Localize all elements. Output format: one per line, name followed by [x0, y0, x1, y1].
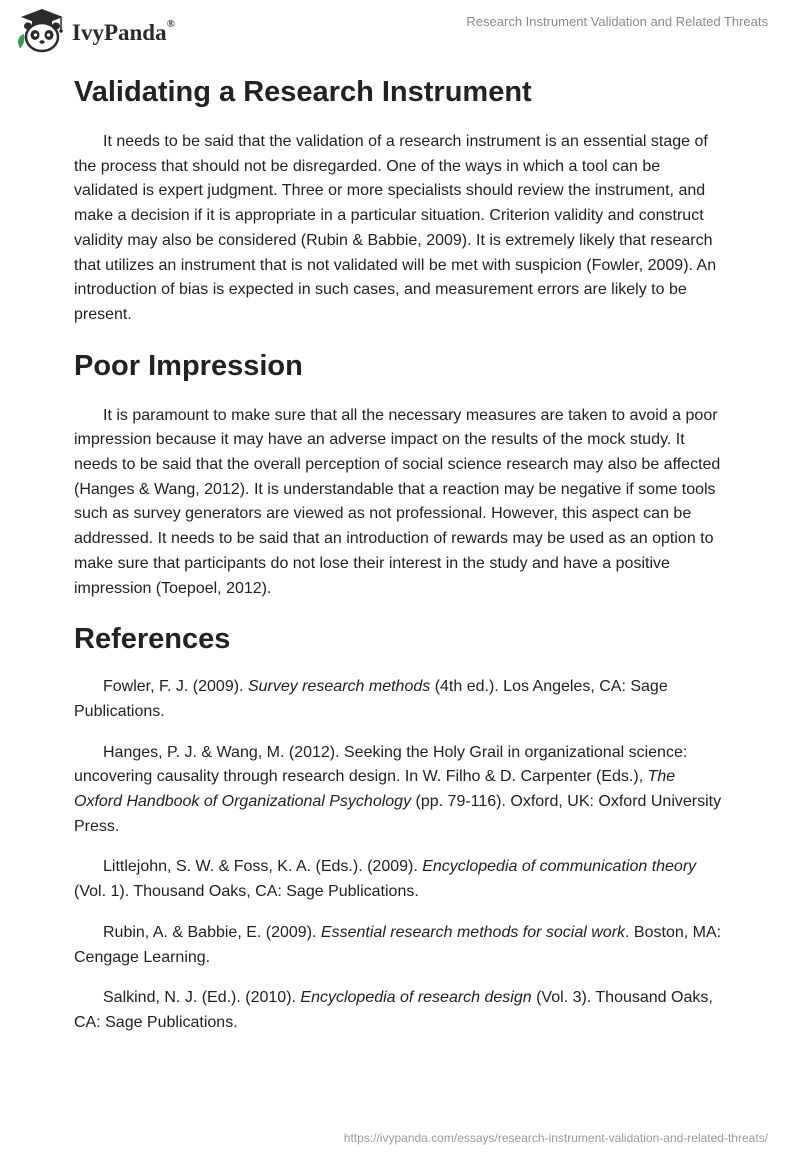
references-list — [74, 675, 726, 1035]
source-url[interactable]: https://ivypanda.com/essays/research-instrument-validation-and-related-threats/ — [343, 1131, 768, 1145]
essay-content — [74, 70, 726, 1036]
references-heading: References — [74, 623, 231, 656]
section-heading-validating: Validating a Research Instrument — [74, 76, 532, 108]
panda-graduate-icon — [14, 8, 70, 54]
reference-item: Rubin, A. & Babbie, E. (2009). Essential research methods for social work. Boston, MA: Cengage Learning. — [74, 923, 722, 966]
reference-item: Salkind, N. J. (Ed.). (2010). Encyclopedia of research design (Vol. 3). Thousand Oaks, CA: Sage Publications. — [74, 989, 713, 1031]
reference-item: Hanges, P. J. & Wang, M. (2012). Seeking the Holy Grail in organizational science: uncovering causality through research design. In W. Filho & D. Carpenter (Eds.), The Oxford Handbook of Organizational Psychology (pp. 79-116). Oxford, UK: Oxford University Press. — [74, 743, 722, 835]
page-header — [0, 0, 800, 60]
ivypanda-logo[interactable] — [14, 8, 175, 54]
reference-item: Littlejohn, S. W. & Foss, K. A. (Eds.). (2009). Encyclopedia of communication theory (Vol. 1). Thousand Oaks, CA: Sage Publications. — [74, 858, 697, 901]
logo-wordmark: IvyPanda® — [72, 18, 175, 45]
running-title: Research Instrument Validation and Related Threats — [466, 14, 768, 29]
section-heading-poor-impression: Poor Impression — [74, 349, 303, 382]
section-paragraph-validating: It needs to be said that the validation of a research instrument is an essential stage of the process that should not be disregarded. One of the ways in which a tool can be validated is expert judgment. Three or more specialists should review the instrument, and make a decision if it is appropriate in a particular situation. Criterion validity and construct validity may also be considered (Rubin & Babbie, 2009). It is extremely likely that research that utilizes an instrument that is not validated will be met with suspicion (Fowler, 2009). An introduction of bias is expected in such cases, and measurement errors are likely to be present. — [74, 133, 717, 323]
reference-item: Fowler, F. J. (2009). Survey research methods (4th ed.). Los Angeles, CA: Sage Publications. — [74, 678, 668, 720]
section-paragraph-poor-impression: It is paramount to make sure that all the necessary measures are taken to avoid a poor impression because it may have an adverse impact on the results of the mock study. It needs to be said that the overall perception of social science research may also be affected (Hanges & Wang, 2012). It is understandable that a reaction may be negative if some tools such as survey generators are viewed as not professional. However, this aspect can be addressed. It needs to be said that an introduction of rewards may be used as an option to make sure that participants do not lose their interest in the study and have a positive impression (Toepoel, 2012). — [74, 406, 721, 597]
